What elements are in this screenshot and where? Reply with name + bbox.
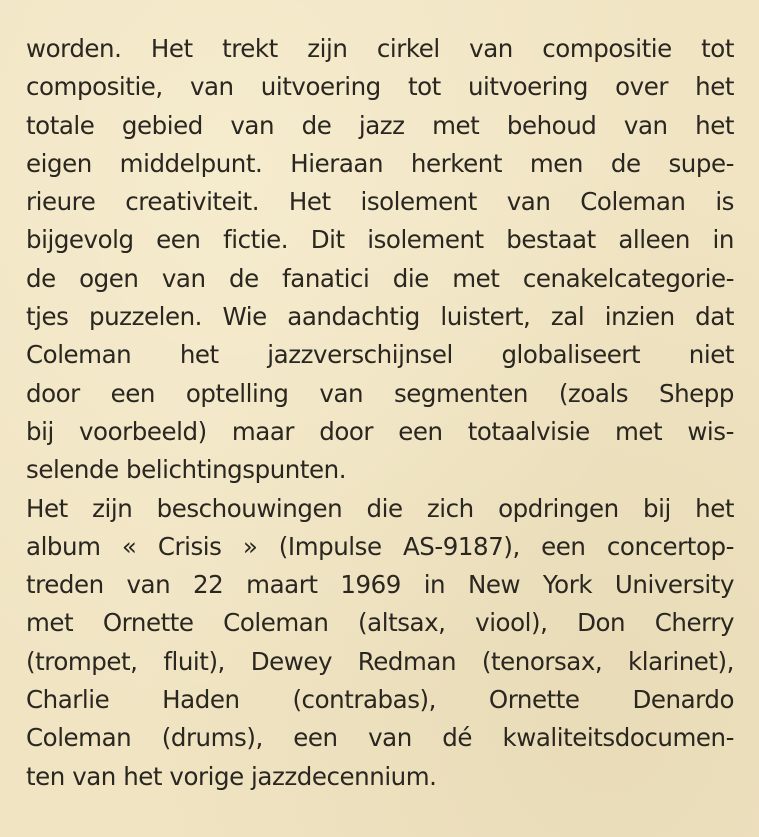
text-line: ten van het vorige jazzdecennium.: [26, 761, 437, 791]
article-column: [26, 30, 734, 796]
text-line: Coleman (drums), een van dé kwaliteitsdocumen-: [26, 723, 734, 753]
text-line: worden. Het trekt zijn cirkel van compositie tot: [26, 34, 734, 63]
text-line: door een optelling van segmenten (zoals Shepp: [26, 378, 734, 408]
text-line: bij voorbeeld) maar door een totaalvisie met wis-: [26, 416, 734, 446]
text-line: rieure creativiteit. Het isolement van Coleman is: [26, 187, 734, 217]
text-line: Coleman het jazzverschijnsel globaliseert niet: [26, 340, 734, 370]
text-line: tjes puzzelen. Wie aandachtig luistert, zal inzien dat: [26, 302, 734, 332]
text-line: eigen middelpunt. Hieraan herkent men de supe-: [26, 148, 734, 178]
text-line: totale gebied van de jazz met behoud van het: [26, 110, 734, 140]
text-line: met Ornette Coleman (altsax, viool), Don Cherry: [26, 608, 734, 638]
paragraph-2: [26, 490, 734, 796]
text-line: selende belichtingspunten.: [26, 455, 347, 485]
text-line: de ogen van de fanatici die met cenakelcategorie-: [26, 263, 734, 293]
text-line: (trompet, fluit), Dewey Redman (tenorsax, klarinet),: [26, 646, 734, 676]
text-line: treden van 22 maart 1969 in New York University: [26, 570, 734, 600]
text-line: Charlie Haden (contrabas), Ornette Denardo: [26, 685, 734, 715]
text-line: Het zijn beschouwingen die zich opdringen bij het: [26, 493, 734, 523]
text-line: album « Crisis » (Impulse AS-9187), een concertop-: [26, 531, 734, 561]
paragraph-1: [26, 30, 734, 490]
text-line: compositie, van uitvoering tot uitvoering over het: [26, 72, 734, 102]
text-line: bijgevolg een fictie. Dit isolement bestaat alleen in: [26, 225, 734, 255]
